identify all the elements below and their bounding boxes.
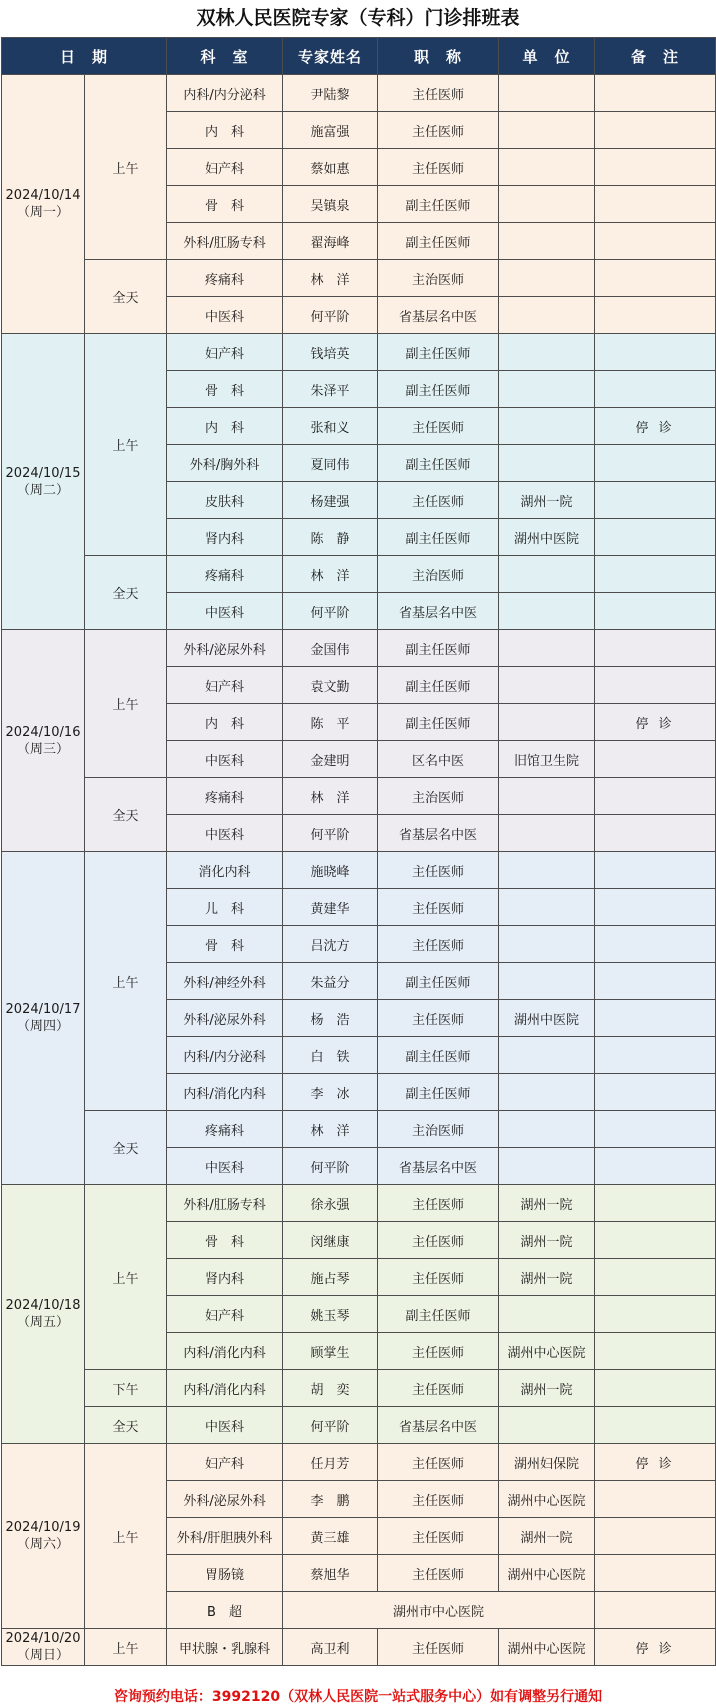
dept-cell: 消化内科: [167, 852, 283, 889]
title-cell: 主任医师: [378, 75, 499, 112]
period-cell: 上午: [85, 75, 167, 260]
title-cell: 副主任医师: [378, 223, 499, 260]
title-cell: 主任医师: [378, 1481, 499, 1518]
dept-cell: 妇产科: [167, 334, 283, 371]
unit-cell: [499, 445, 595, 482]
expert-name-cell: 翟海峰: [283, 223, 378, 260]
expert-name-cell: 闵继康: [283, 1222, 378, 1259]
note-cell: [595, 1000, 716, 1037]
dept-cell: 外科/神经外科: [167, 963, 283, 1000]
dept-cell: 妇产科: [167, 149, 283, 186]
note-cell: 停 诊: [595, 704, 716, 741]
expert-name-cell: 陈 静: [283, 519, 378, 556]
note-cell: [595, 889, 716, 926]
expert-name-cell: 高卫利: [283, 1629, 378, 1666]
dept-cell: 疼痛科: [167, 260, 283, 297]
unit-cell: [499, 112, 595, 149]
dept-cell: 妇产科: [167, 667, 283, 704]
note-cell: [595, 1111, 716, 1148]
expert-name-cell: 蔡旭华: [283, 1555, 378, 1592]
note-cell: [595, 926, 716, 963]
dept-cell: 外科/泌尿外科: [167, 630, 283, 667]
dept-cell: 内科/消化内科: [167, 1333, 283, 1370]
header-unit: 单 位: [499, 38, 595, 75]
expert-name-cell: 朱泽平: [283, 371, 378, 408]
expert-name-cell: 钱培英: [283, 334, 378, 371]
expert-name-cell: 尹陆黎: [283, 75, 378, 112]
period-cell: 上午: [85, 1444, 167, 1629]
unit-cell: [499, 1074, 595, 1111]
dept-cell: 内 科: [167, 112, 283, 149]
title-cell: 省基层名中医: [378, 1407, 499, 1444]
expert-name-cell: 杨 浩: [283, 1000, 378, 1037]
title-cell: 区名中医: [378, 741, 499, 778]
unit-cell: 湖州一院: [499, 1370, 595, 1407]
note-cell: [595, 1370, 716, 1407]
note-cell: [595, 334, 716, 371]
unit-cell: 湖州中医院: [499, 519, 595, 556]
unit-cell: 湖州中心医院: [499, 1555, 595, 1592]
expert-name-cell: 何平阶: [283, 815, 378, 852]
dept-cell: 内科/内分泌科: [167, 1037, 283, 1074]
unit-cell: [499, 1407, 595, 1444]
title-cell: 主任医师: [378, 1555, 499, 1592]
title-cell: 副主任医师: [378, 371, 499, 408]
title-cell: 主任医师: [378, 1222, 499, 1259]
title-cell: 主任医师: [378, 1259, 499, 1296]
expert-name-cell: 林 洋: [283, 778, 378, 815]
page-title: 双林人民医院专家（专科）门诊排班表: [196, 7, 520, 29]
period-cell: 上午: [85, 1185, 167, 1370]
expert-name-cell: 白 铁: [283, 1037, 378, 1074]
unit-cell: [499, 1037, 595, 1074]
expert-name-cell: 何平阶: [283, 1148, 378, 1185]
expert-name-cell: 金建明: [283, 741, 378, 778]
unit-cell: 旧馆卫生院: [499, 741, 595, 778]
note-cell: [595, 1259, 716, 1296]
date-text: 2024/10/18: [5, 1298, 81, 1313]
table-row: [2, 852, 716, 889]
dept-cell: 中医科: [167, 815, 283, 852]
note-cell: [595, 1074, 716, 1111]
expert-name-cell: 黄三雄: [283, 1518, 378, 1555]
title-cell: 主任医师: [378, 149, 499, 186]
note-cell: [595, 1518, 716, 1555]
weekday-text: （周五）: [16, 1315, 69, 1330]
expert-name-cell: 何平阶: [283, 297, 378, 334]
dept-cell: 胃肠镜: [167, 1555, 283, 1592]
weekday-text: （周六）: [16, 1537, 69, 1552]
title-cell: 省基层名中医: [378, 1148, 499, 1185]
expert-name-cell: 李 冰: [283, 1074, 378, 1111]
unit-cell: [499, 297, 595, 334]
header-title: 职 称: [378, 38, 499, 75]
note-cell: [595, 963, 716, 1000]
period-cell: 上午: [85, 334, 167, 556]
note-cell: [595, 1481, 716, 1518]
schedule-table: [1, 37, 716, 1666]
table-row: [2, 1444, 716, 1481]
unit-cell: [499, 889, 595, 926]
note-cell: [595, 815, 716, 852]
date-text: 2024/10/17: [5, 1002, 81, 1017]
unit-cell: [499, 593, 595, 630]
title-cell: 主治医师: [378, 260, 499, 297]
note-cell: [595, 112, 716, 149]
date-text: 2024/10/19: [5, 1520, 81, 1535]
expert-name-cell: 施富强: [283, 112, 378, 149]
unit-cell: [499, 926, 595, 963]
unit-cell: [499, 75, 595, 112]
title-cell: 主治医师: [378, 778, 499, 815]
dept-cell: 骨 科: [167, 371, 283, 408]
title-cell: 主任医师: [378, 926, 499, 963]
expert-name-cell: 吴镇泉: [283, 186, 378, 223]
note-cell: [595, 1555, 716, 1592]
header-expert-name: 专家姓名: [283, 38, 378, 75]
title-cell: 副主任医师: [378, 963, 499, 1000]
unit-cell: 湖州中心医院: [499, 1629, 595, 1666]
dept-cell: 疼痛科: [167, 778, 283, 815]
note-cell: [595, 1037, 716, 1074]
dept-cell: 内科/消化内科: [167, 1074, 283, 1111]
unit-cell: [499, 149, 595, 186]
footer-contact: 咨询预约电话：3992120（双林人民医院一站式服务中心）如有调整另行通知: [113, 1689, 603, 1705]
expert-name-cell: 施晓峰: [283, 852, 378, 889]
title-cell: 副主任医师: [378, 667, 499, 704]
note-cell: [595, 1222, 716, 1259]
weekday-text: （周日）: [16, 1648, 69, 1663]
dept-cell: 骨 科: [167, 1222, 283, 1259]
title-cell: 主任医师: [378, 408, 499, 445]
note-cell: 停 诊: [595, 408, 716, 445]
note-cell: [595, 1333, 716, 1370]
weekday-text: （周一）: [16, 205, 69, 220]
table-row: [2, 556, 716, 593]
dept-cell: 疼痛科: [167, 556, 283, 593]
title-cell: 主任医师: [378, 1444, 499, 1481]
expert-name-cell: 何平阶: [283, 593, 378, 630]
period-cell: 全天: [85, 778, 167, 852]
table-row: [2, 1629, 716, 1666]
unit-cell: [499, 704, 595, 741]
note-cell: [595, 1592, 716, 1629]
expert-name-cell: 蔡如惠: [283, 149, 378, 186]
period-cell: 全天: [85, 556, 167, 630]
title-cell: 主治医师: [378, 1111, 499, 1148]
unit-cell: 湖州中心医院: [499, 1333, 595, 1370]
table-row: [2, 334, 716, 371]
note-cell: [595, 556, 716, 593]
title-cell: 副主任医师: [378, 630, 499, 667]
title-cell: 主任医师: [378, 112, 499, 149]
dept-cell: 外科/泌尿外科: [167, 1000, 283, 1037]
title-cell: 副主任医师: [378, 704, 499, 741]
period-cell: 下午: [85, 1370, 167, 1407]
expert-name-cell: 徐永强: [283, 1185, 378, 1222]
dept-cell: 中医科: [167, 1148, 283, 1185]
table-row: [2, 260, 716, 297]
title-cell: 省基层名中医: [378, 815, 499, 852]
dept-cell: 内 科: [167, 704, 283, 741]
note-cell: [595, 778, 716, 815]
note-cell: [595, 630, 716, 667]
dept-cell: 妇产科: [167, 1444, 283, 1481]
date-cell: [2, 852, 85, 1185]
dept-cell: 中医科: [167, 297, 283, 334]
note-cell: [595, 667, 716, 704]
title-cell: 主任医师: [378, 1000, 499, 1037]
dept-cell: 中医科: [167, 1407, 283, 1444]
note-cell: [595, 1296, 716, 1333]
dept-cell: 外科/胸外科: [167, 445, 283, 482]
unit-cell: [499, 815, 595, 852]
dept-cell: 肾内科: [167, 1259, 283, 1296]
note-cell: [595, 593, 716, 630]
dept-cell: 外科/肛肠专科: [167, 1185, 283, 1222]
note-cell: [595, 741, 716, 778]
unit-cell: [499, 667, 595, 704]
title-cell: 主任医师: [378, 889, 499, 926]
date-cell: [2, 75, 85, 334]
dept-cell: 内科/内分泌科: [167, 75, 283, 112]
title-cell: 主任医师: [378, 1629, 499, 1666]
expert-name-cell: 姚玉琴: [283, 1296, 378, 1333]
dept-cell: 骨 科: [167, 926, 283, 963]
unit-cell: [499, 556, 595, 593]
unit-cell: 湖州一院: [499, 1222, 595, 1259]
title-cell: 省基层名中医: [378, 593, 499, 630]
dept-cell: 外科/肛肠专科: [167, 223, 283, 260]
unit-cell: [499, 186, 595, 223]
note-cell: [595, 519, 716, 556]
dept-cell: 肾内科: [167, 519, 283, 556]
unit-cell: [499, 334, 595, 371]
date-cell: [2, 334, 85, 630]
title-cell: 副主任医师: [378, 1074, 499, 1111]
expert-name-cell: 林 洋: [283, 556, 378, 593]
merged-unit-cell: 湖州市中心医院: [283, 1592, 595, 1629]
period-cell: 全天: [85, 260, 167, 334]
note-cell: [595, 445, 716, 482]
expert-name-cell: 何平阶: [283, 1407, 378, 1444]
dept-cell: 妇产科: [167, 1296, 283, 1333]
unit-cell: [499, 630, 595, 667]
table-row: [2, 1185, 716, 1222]
expert-name-cell: 杨建强: [283, 482, 378, 519]
expert-name-cell: 李 鹏: [283, 1481, 378, 1518]
note-cell: 停 诊: [595, 1444, 716, 1481]
title-cell: 主任医师: [378, 852, 499, 889]
header-note: 备 注: [595, 38, 716, 75]
unit-cell: 湖州中医院: [499, 1000, 595, 1037]
dept-cell: 内 科: [167, 408, 283, 445]
unit-cell: 湖州一院: [499, 1518, 595, 1555]
period-cell: 上午: [85, 852, 167, 1111]
date-text: 2024/10/16: [5, 724, 81, 740]
note-cell: [595, 186, 716, 223]
unit-cell: [499, 778, 595, 815]
table-row: [2, 1407, 716, 1444]
period-cell: 上午: [85, 630, 167, 778]
dept-cell: B 超: [167, 1592, 283, 1629]
title-cell: 副主任医师: [378, 445, 499, 482]
title-cell: 省基层名中医: [378, 297, 499, 334]
expert-name-cell: 吕沈方: [283, 926, 378, 963]
unit-cell: [499, 408, 595, 445]
expert-name-cell: 任月芳: [283, 1444, 378, 1481]
dept-cell: 外科/泌尿外科: [167, 1481, 283, 1518]
unit-cell: [499, 852, 595, 889]
dept-cell: 中医科: [167, 593, 283, 630]
table-row: [2, 630, 716, 667]
period-cell: 全天: [85, 1111, 167, 1185]
dept-cell: 皮肤科: [167, 482, 283, 519]
title-cell: 副主任医师: [378, 186, 499, 223]
date-cell: [2, 1185, 85, 1444]
dept-cell: 内科/消化内科: [167, 1370, 283, 1407]
unit-cell: [499, 1148, 595, 1185]
expert-name-cell: 林 洋: [283, 1111, 378, 1148]
date-cell: [2, 1444, 85, 1629]
header-dept: 科 室: [167, 38, 283, 75]
expert-name-cell: 夏同伟: [283, 445, 378, 482]
date-cell: [2, 1629, 85, 1666]
title-cell: 主任医师: [378, 1185, 499, 1222]
note-cell: [595, 1185, 716, 1222]
date-text: 2024/10/20: [5, 1631, 81, 1646]
title-cell: 副主任医师: [378, 1037, 499, 1074]
table-row: [2, 1111, 716, 1148]
weekday-text: （周二）: [16, 482, 69, 498]
note-cell: [595, 75, 716, 112]
note-cell: [595, 1407, 716, 1444]
header-date: 日 期: [2, 38, 167, 75]
expert-name-cell: 陈 平: [283, 704, 378, 741]
title-cell: 主治医师: [378, 556, 499, 593]
expert-name-cell: 金国伟: [283, 630, 378, 667]
unit-cell: [499, 1296, 595, 1333]
expert-name-cell: 黄建华: [283, 889, 378, 926]
unit-cell: 湖州一院: [499, 1259, 595, 1296]
table-row: [2, 778, 716, 815]
dept-cell: 外科/肝胆胰外科: [167, 1518, 283, 1555]
unit-cell: 湖州一院: [499, 482, 595, 519]
title-cell: 副主任医师: [378, 334, 499, 371]
expert-name-cell: 顾掌生: [283, 1333, 378, 1370]
dept-cell: 骨 科: [167, 186, 283, 223]
unit-cell: [499, 963, 595, 1000]
dept-cell: 儿 科: [167, 889, 283, 926]
expert-name-cell: 张和义: [283, 408, 378, 445]
note-cell: [595, 482, 716, 519]
unit-cell: [499, 260, 595, 297]
unit-cell: 湖州妇保院: [499, 1444, 595, 1481]
unit-cell: [499, 223, 595, 260]
unit-cell: 湖州一院: [499, 1185, 595, 1222]
title-cell: 副主任医师: [378, 519, 499, 556]
note-cell: [595, 223, 716, 260]
date-text: 2024/10/15: [5, 465, 81, 481]
note-cell: [595, 260, 716, 297]
note-cell: [595, 149, 716, 186]
note-cell: [595, 297, 716, 334]
note-cell: [595, 852, 716, 889]
expert-name-cell: 施占琴: [283, 1259, 378, 1296]
dept-cell: 甲状腺・乳腺科: [167, 1629, 283, 1666]
expert-name-cell: 林 洋: [283, 260, 378, 297]
expert-name-cell: 袁文勤: [283, 667, 378, 704]
weekday-text: （周三）: [16, 741, 69, 757]
title-cell: 主任医师: [378, 1370, 499, 1407]
note-cell: [595, 371, 716, 408]
dept-cell: 中医科: [167, 741, 283, 778]
title-cell: 副主任医师: [378, 1296, 499, 1333]
table-row: [2, 1370, 716, 1407]
dept-cell: 疼痛科: [167, 1111, 283, 1148]
header-row: [2, 38, 716, 75]
note-cell: [595, 1148, 716, 1185]
expert-name-cell: 胡 奕: [283, 1370, 378, 1407]
unit-cell: [499, 371, 595, 408]
unit-cell: 湖州中心医院: [499, 1481, 595, 1518]
title-cell: 主任医师: [378, 1518, 499, 1555]
date-cell: [2, 630, 85, 852]
table-row: [2, 75, 716, 112]
period-cell: 全天: [85, 1407, 167, 1444]
schedule-body: [2, 75, 716, 1666]
weekday-text: （周四）: [16, 1019, 69, 1034]
unit-cell: [499, 1111, 595, 1148]
title-cell: 主任医师: [378, 1333, 499, 1370]
note-cell: 停 诊: [595, 1629, 716, 1666]
period-cell: 上午: [85, 1629, 167, 1666]
date-text: 2024/10/14: [5, 188, 81, 203]
title-cell: 主任医师: [378, 482, 499, 519]
expert-name-cell: 朱益分: [283, 963, 378, 1000]
